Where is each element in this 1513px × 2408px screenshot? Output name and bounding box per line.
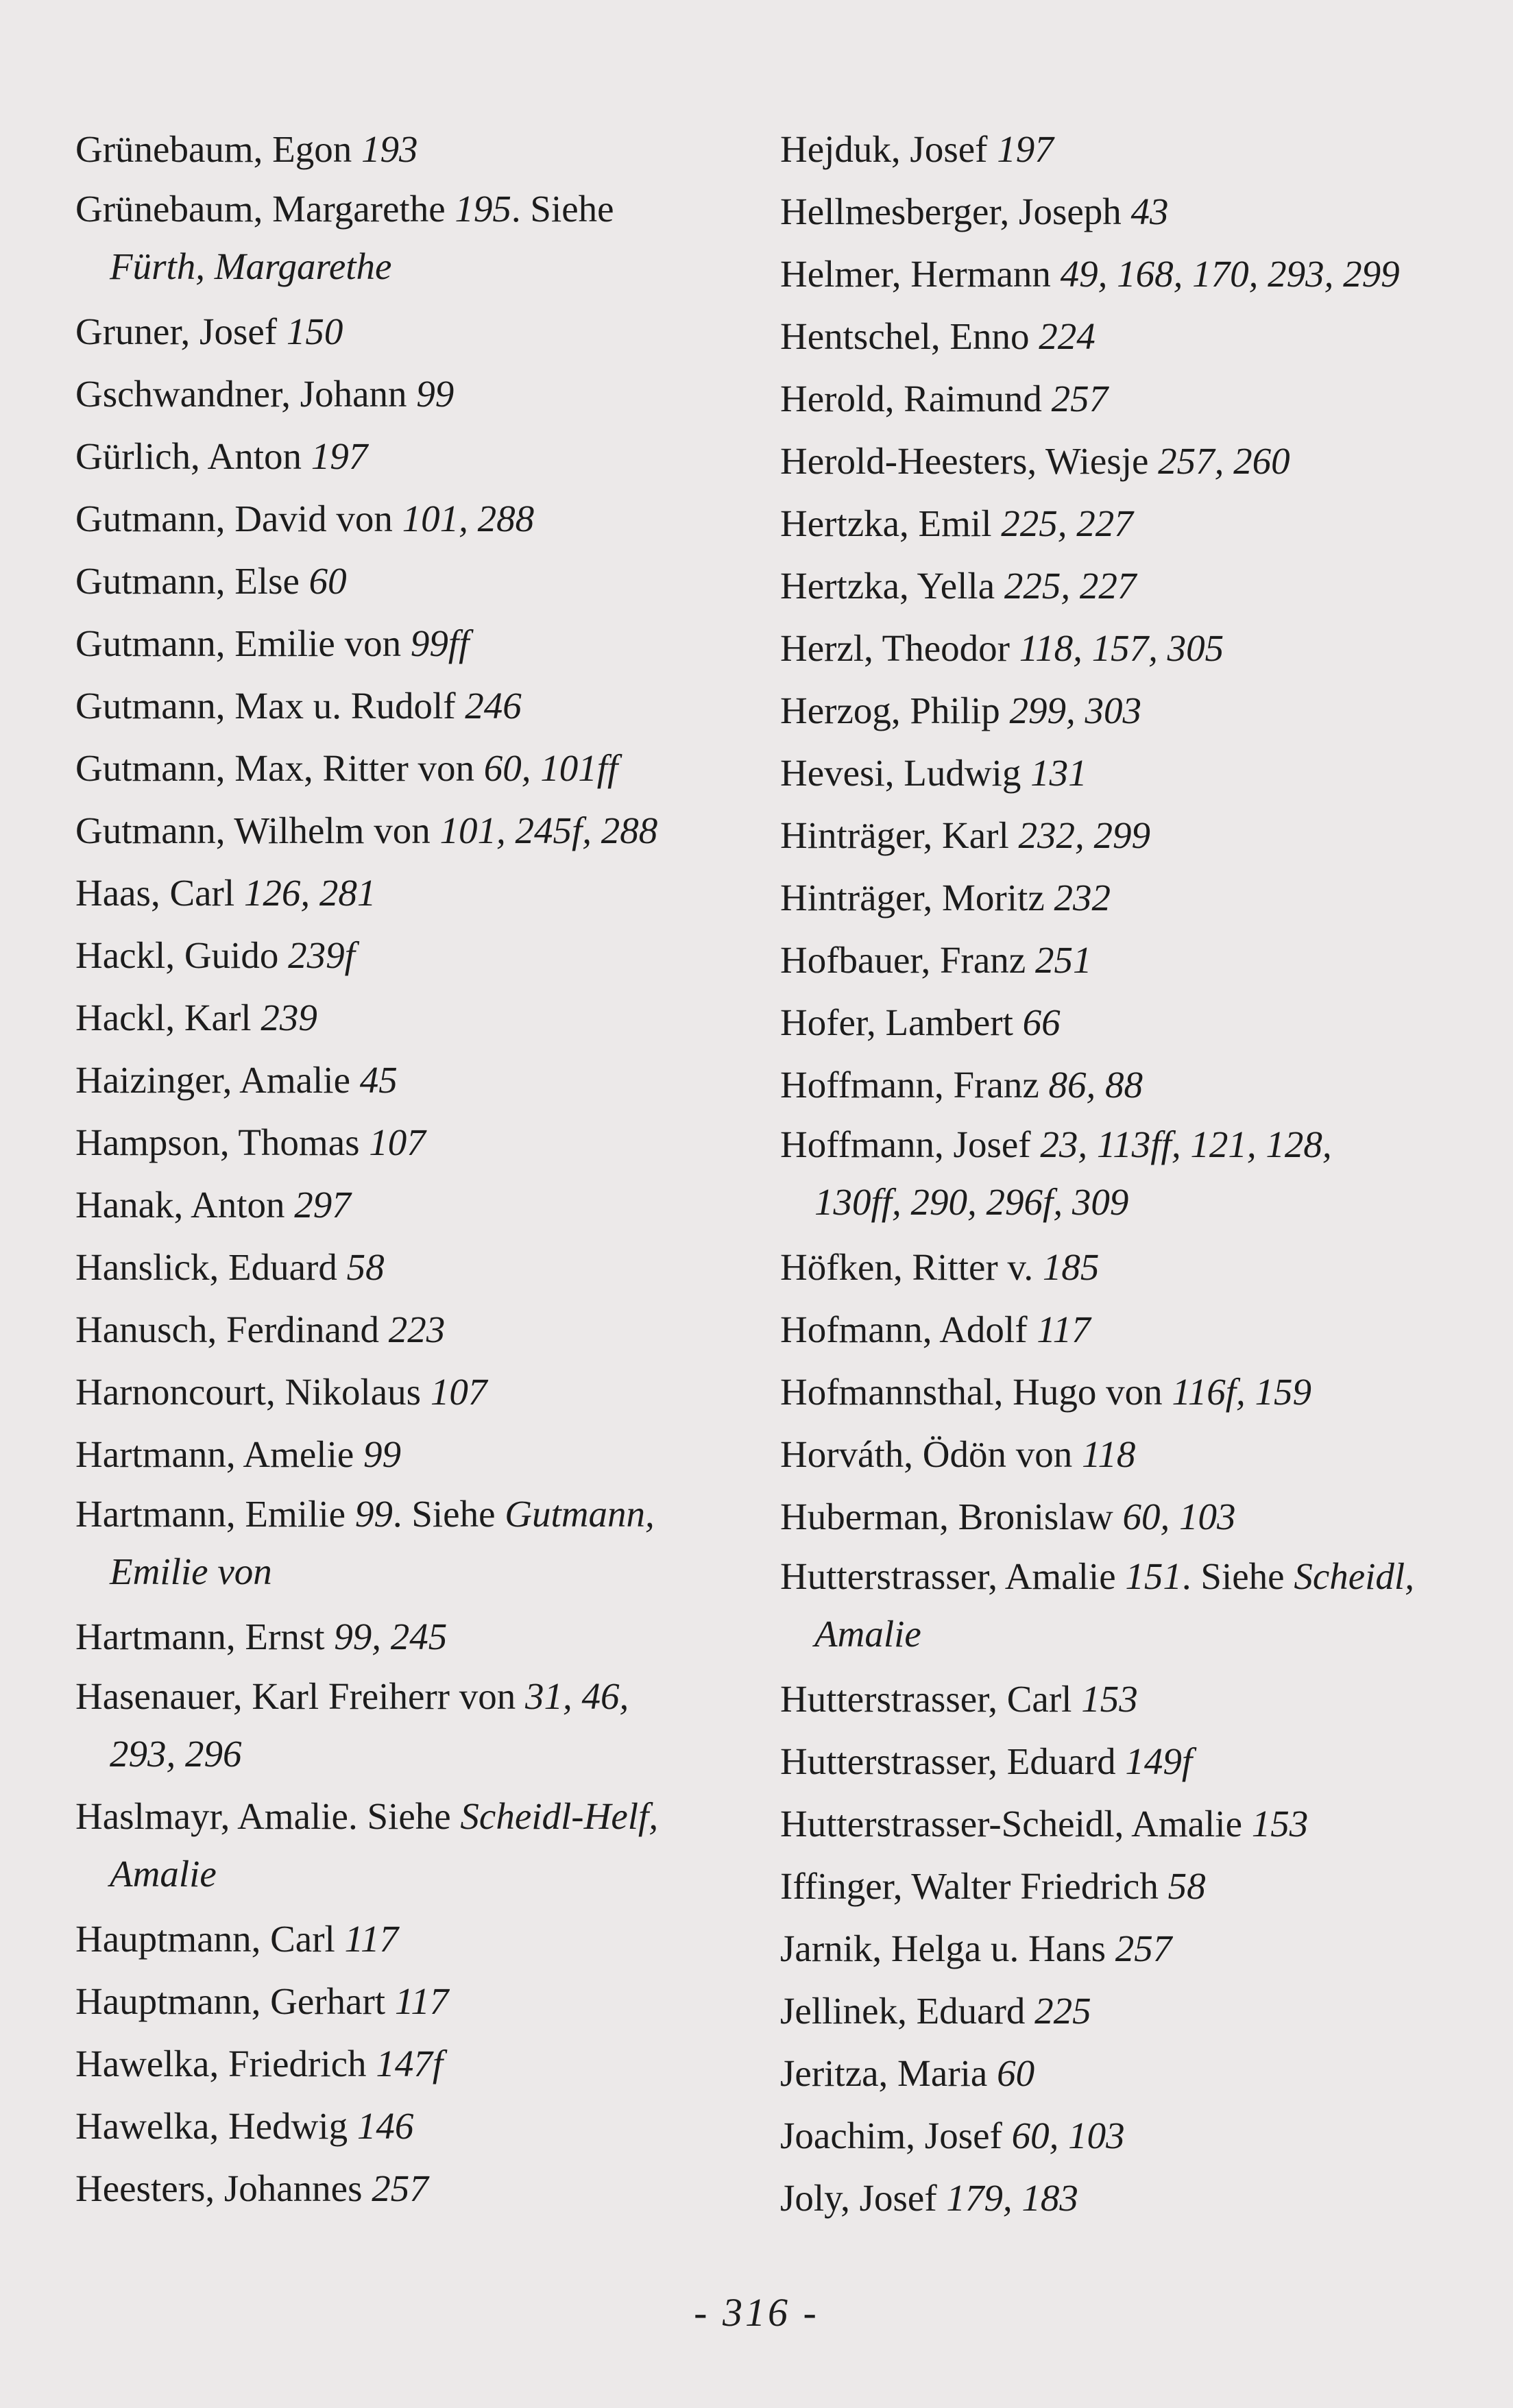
- entry-pages: 60, 101ff: [483, 747, 618, 789]
- index-entry: [780, 742, 1438, 804]
- entry-pages: 45: [359, 1059, 398, 1101]
- index-entry: [75, 363, 751, 425]
- entry-pages: 153: [1251, 1803, 1309, 1845]
- index-entry: [780, 430, 1438, 492]
- index-entry: [780, 1917, 1438, 1980]
- index-entry: [780, 1730, 1438, 1792]
- entry-pages: 151: [1125, 1555, 1182, 1597]
- index-entry: [75, 425, 751, 487]
- index-entry: [75, 1049, 751, 1111]
- index-entry: [75, 118, 751, 180]
- entry-continuation: Emilie von: [110, 1550, 272, 1592]
- entry-name: Jarnik, Helga u. Hans: [780, 1927, 1115, 1969]
- index-entry: [75, 1298, 751, 1361]
- entry-pages: 101, 288: [402, 498, 535, 539]
- entry-name: Herold-Heesters, Wiesje: [780, 440, 1159, 482]
- entry-pages: 86, 88: [1048, 1064, 1143, 1106]
- entry-pages: 225, 227: [1004, 565, 1137, 607]
- index-entry: [75, 1423, 751, 1485]
- entry-name: Hutterstrasser-Scheidl, Amalie: [780, 1803, 1252, 1845]
- entry-name: Herzog, Philip: [780, 690, 1010, 731]
- index-entry: [780, 1298, 1438, 1361]
- entry-pages: 107: [369, 1121, 426, 1163]
- entry-name: Heesters, Johannes: [75, 2167, 372, 2209]
- index-entry: [75, 1485, 751, 1601]
- entry-name: Hanslick, Eduard: [75, 1246, 347, 1288]
- entry-name: Harnoncourt, Nikolaus: [75, 1371, 431, 1413]
- entry-pages: 153: [1081, 1678, 1138, 1720]
- index-entry: [780, 1116, 1438, 1231]
- index-entry: [75, 1173, 751, 1236]
- index-entry: [780, 866, 1438, 929]
- index-entry: [75, 2032, 751, 2095]
- entry-pages: 299, 303: [1009, 690, 1142, 731]
- entry-pages: 117: [344, 1918, 398, 1960]
- entry-name: Haizinger, Amalie: [75, 1059, 360, 1101]
- index-entry: [75, 180, 751, 295]
- entry-pages: 147f: [376, 2043, 444, 2084]
- entry-pages: 58: [1167, 1865, 1206, 1907]
- entry-name: Hertzka, Emil: [780, 502, 1002, 544]
- entry-name: Hejduk, Josef: [780, 128, 997, 170]
- index-entry: [780, 804, 1438, 866]
- entry-name: Herzl, Theodor: [780, 627, 1019, 669]
- index-entry: [780, 929, 1438, 991]
- index-entry: [780, 367, 1438, 430]
- index-entry: [75, 1361, 751, 1423]
- entry-see-reference: . Siehe: [392, 1493, 505, 1535]
- entry-name: Hutterstrasser, Carl: [780, 1678, 1082, 1720]
- entry-name: Horváth, Ödön von: [780, 1433, 1082, 1475]
- index-entry: [780, 2042, 1438, 2104]
- index-entry: [780, 180, 1438, 243]
- entry-pages: 251: [1034, 939, 1092, 981]
- footer-dash-right: -: [790, 2290, 819, 2335]
- entry-name: Hartmann, Emilie: [75, 1493, 355, 1535]
- entry-name: Gutmann, Wilhelm von: [75, 810, 440, 851]
- entry-pages: 60: [308, 560, 347, 602]
- index-entry: [75, 799, 751, 862]
- entry-name: Hanak, Anton: [75, 1184, 295, 1226]
- entry-pages: 131: [1030, 752, 1087, 794]
- entry-pages: 225: [1034, 1990, 1091, 2032]
- entry-name: Hofmann, Adolf: [780, 1309, 1037, 1350]
- index-entry: [780, 1668, 1438, 1730]
- page-number: 316: [723, 2290, 790, 2335]
- entry-pages: 257, 260: [1158, 440, 1290, 482]
- entry-name: Gürlich, Anton: [75, 435, 311, 477]
- entry-pages: 116f, 159: [1172, 1371, 1312, 1413]
- entry-name: Hartmann, Amelie: [75, 1433, 364, 1475]
- entry-name: Hoffmann, Franz: [780, 1064, 1049, 1106]
- entry-name: Helmer, Hermann: [780, 253, 1061, 295]
- entry-see-target: Scheidl,: [1294, 1555, 1414, 1597]
- index-column-left: [75, 118, 751, 2220]
- entry-name: Hentschel, Enno: [780, 315, 1039, 357]
- entry-name: Hellmesberger, Joseph: [780, 191, 1131, 232]
- entry-name: Hawelka, Friedrich: [75, 2043, 376, 2084]
- entry-pages: 246: [465, 685, 522, 727]
- entry-name: Hertzka, Yella: [780, 565, 1004, 607]
- entry-pages: 146: [356, 2105, 414, 2147]
- entry-see-target: Gutmann,: [505, 1493, 655, 1535]
- entry-pages: 118, 157, 305: [1019, 627, 1224, 669]
- entry-pages: 225, 227: [1001, 502, 1133, 544]
- index-entry: [75, 1970, 751, 2032]
- entry-pages: 179, 183: [946, 2177, 1078, 2219]
- entry-name: Grünebaum, Egon: [75, 128, 361, 170]
- entry-pages: 150: [286, 311, 343, 352]
- footer-dash-left: -: [694, 2290, 723, 2335]
- entry-pages: 185: [1042, 1246, 1100, 1288]
- entry-pages: 224: [1039, 315, 1096, 357]
- entry-pages: 117: [1037, 1309, 1091, 1350]
- entry-name: Gruner, Josef: [75, 311, 287, 352]
- entry-name: Gutmann, Max, Ritter von: [75, 747, 484, 789]
- entry-name: Hofer, Lambert: [780, 1001, 1023, 1043]
- entry-pages: 99: [363, 1433, 402, 1475]
- entry-name: Hartmann, Ernst: [75, 1616, 335, 1657]
- entry-name: Hampson, Thomas: [75, 1121, 370, 1163]
- entry-pages: 31, 46,: [525, 1675, 629, 1717]
- entry-name: Hackl, Guido: [75, 934, 289, 976]
- entry-name: Herold, Raimund: [780, 378, 1052, 419]
- entry-name: Gutmann, Emilie von: [75, 622, 411, 664]
- index-entry: [780, 2104, 1438, 2167]
- index-entry: [75, 737, 751, 799]
- index-entry: [75, 674, 751, 737]
- index-entry: [75, 986, 751, 1049]
- index-entry: [75, 550, 751, 612]
- index-entry: [75, 1668, 751, 1783]
- index-entry: [780, 1792, 1438, 1855]
- entry-continuation: Amalie: [814, 1613, 921, 1655]
- index-entry: [75, 1236, 751, 1298]
- entry-name: Hackl, Karl: [75, 997, 261, 1038]
- index-entry: [75, 1788, 751, 1903]
- index-entry: [780, 1361, 1438, 1423]
- entry-name: Haslmayr, Amalie. Siehe: [75, 1795, 461, 1837]
- index-entry: [75, 1111, 751, 1173]
- index-entry: [780, 617, 1438, 679]
- entry-name: Hevesi, Ludwig: [780, 752, 1031, 794]
- entry-pages: 23, 113ff, 121, 128,: [1040, 1123, 1332, 1165]
- entry-pages: 60: [997, 2052, 1035, 2094]
- entry-name: Hofmannsthal, Hugo von: [780, 1371, 1172, 1413]
- entry-name: Jellinek, Eduard: [780, 1990, 1035, 2032]
- entry-pages: 193: [361, 128, 418, 170]
- entry-name: Jeritza, Maria: [780, 2052, 997, 2094]
- index-entry: [75, 612, 751, 674]
- entry-pages: Scheidl-Helf,: [460, 1795, 659, 1837]
- index-entry: [780, 118, 1438, 180]
- index-entry: [75, 2095, 751, 2157]
- index-entry: [75, 1908, 751, 1970]
- index-entry: [780, 1548, 1438, 1663]
- index-entry: [780, 1236, 1438, 1298]
- index-entry: [75, 1605, 751, 1668]
- entry-name: Höfken, Ritter v.: [780, 1246, 1043, 1288]
- entry-pages: 257: [372, 2167, 428, 2209]
- entry-pages: 49, 168, 170, 293, 299: [1060, 253, 1400, 295]
- entry-name: Hutterstrasser, Amalie: [780, 1555, 1126, 1597]
- entry-pages: 118: [1081, 1433, 1136, 1475]
- index-entry: [75, 487, 751, 550]
- entry-see-reference: . Siehe: [1181, 1555, 1294, 1597]
- entry-pages: 223: [388, 1309, 446, 1350]
- entry-name: Grünebaum, Margarethe: [75, 188, 455, 230]
- index-entry: [780, 1980, 1438, 2042]
- entry-continuation: 293, 296: [110, 1733, 242, 1775]
- entry-pages: 99: [416, 373, 455, 415]
- index-entry: [780, 492, 1438, 555]
- entry-name: Hoffmann, Josef: [780, 1123, 1041, 1165]
- entry-name: Hutterstrasser, Eduard: [780, 1740, 1126, 1782]
- index-entry: [780, 1485, 1438, 1548]
- entry-name: Hinträger, Karl: [780, 814, 1019, 856]
- entry-pages: 101, 245f, 288: [439, 810, 658, 851]
- entry-pages: 43: [1130, 191, 1169, 232]
- entry-name: Hanusch, Ferdinand: [75, 1309, 389, 1350]
- index-entry: [75, 924, 751, 986]
- entry-name: Iffinger, Walter Friedrich: [780, 1865, 1168, 1907]
- entry-continuation: Fürth, Margarethe: [110, 245, 392, 287]
- entry-name: Joachim, Josef: [780, 2115, 1012, 2156]
- index-entry: [75, 300, 751, 363]
- index-entry: [780, 305, 1438, 367]
- entry-name: Hofbauer, Franz: [780, 939, 1035, 981]
- index-entry: [75, 2157, 751, 2220]
- entry-pages: 149f: [1125, 1740, 1193, 1782]
- entry-name: Gutmann, Else: [75, 560, 309, 602]
- index-entry: [780, 555, 1438, 617]
- entry-see-reference: . Siehe: [511, 188, 614, 230]
- entry-pages: 257: [1115, 1927, 1172, 1969]
- index-entry: [780, 1423, 1438, 1485]
- entry-pages: 195: [455, 188, 511, 230]
- entry-pages: 117: [394, 1980, 449, 2022]
- entry-name: Gutmann, Max u. Rudolf: [75, 685, 465, 727]
- entry-pages: 126, 281: [243, 872, 376, 914]
- entry-pages: 297: [294, 1184, 351, 1226]
- entry-pages: 99: [354, 1493, 393, 1535]
- index-entry: [780, 243, 1438, 305]
- entry-name: Hawelka, Hedwig: [75, 2105, 357, 2147]
- entry-name: Joly, Josef: [780, 2177, 947, 2219]
- index-entry: [780, 2167, 1438, 2229]
- index-column-right: [780, 118, 1438, 2229]
- entry-pages: 60, 103: [1011, 2115, 1125, 2156]
- entry-name: Haas, Carl: [75, 872, 244, 914]
- entry-pages: 239f: [288, 934, 355, 976]
- entry-pages: 232: [1054, 877, 1111, 919]
- entry-pages: 58: [346, 1246, 385, 1288]
- entry-pages: 60, 103: [1122, 1496, 1236, 1537]
- index-entry: [780, 679, 1438, 742]
- index-entry: [780, 1054, 1438, 1116]
- entry-name: Huberman, Bronislaw: [780, 1496, 1123, 1537]
- entry-name: Gschwandner, Johann: [75, 373, 417, 415]
- entry-pages: 257: [1051, 378, 1109, 419]
- entry-pages: 197: [997, 128, 1054, 170]
- entry-name: Hasenauer, Karl Freiherr von: [75, 1675, 525, 1717]
- page-number-footer: [0, 2289, 1513, 2335]
- entry-pages: 197: [311, 435, 368, 477]
- entry-pages: 66: [1022, 1001, 1061, 1043]
- entry-name: Hauptmann, Gerhart: [75, 1980, 395, 2022]
- entry-pages: 99, 245: [334, 1616, 448, 1657]
- entry-name: Gutmann, David von: [75, 498, 402, 539]
- entry-pages: 239: [261, 997, 317, 1038]
- entry-name: Hinträger, Moritz: [780, 877, 1054, 919]
- entry-pages: 232, 299: [1018, 814, 1151, 856]
- entry-pages: 107: [430, 1371, 487, 1413]
- index-entry: [75, 862, 751, 924]
- entry-continuation: Amalie: [110, 1853, 217, 1895]
- index-entry: [780, 991, 1438, 1054]
- entry-continuation: 130ff, 290, 296f, 309: [814, 1181, 1129, 1223]
- entry-name: Hauptmann, Carl: [75, 1918, 345, 1960]
- index-entry: [780, 1855, 1438, 1917]
- entry-pages: 99ff: [410, 622, 470, 664]
